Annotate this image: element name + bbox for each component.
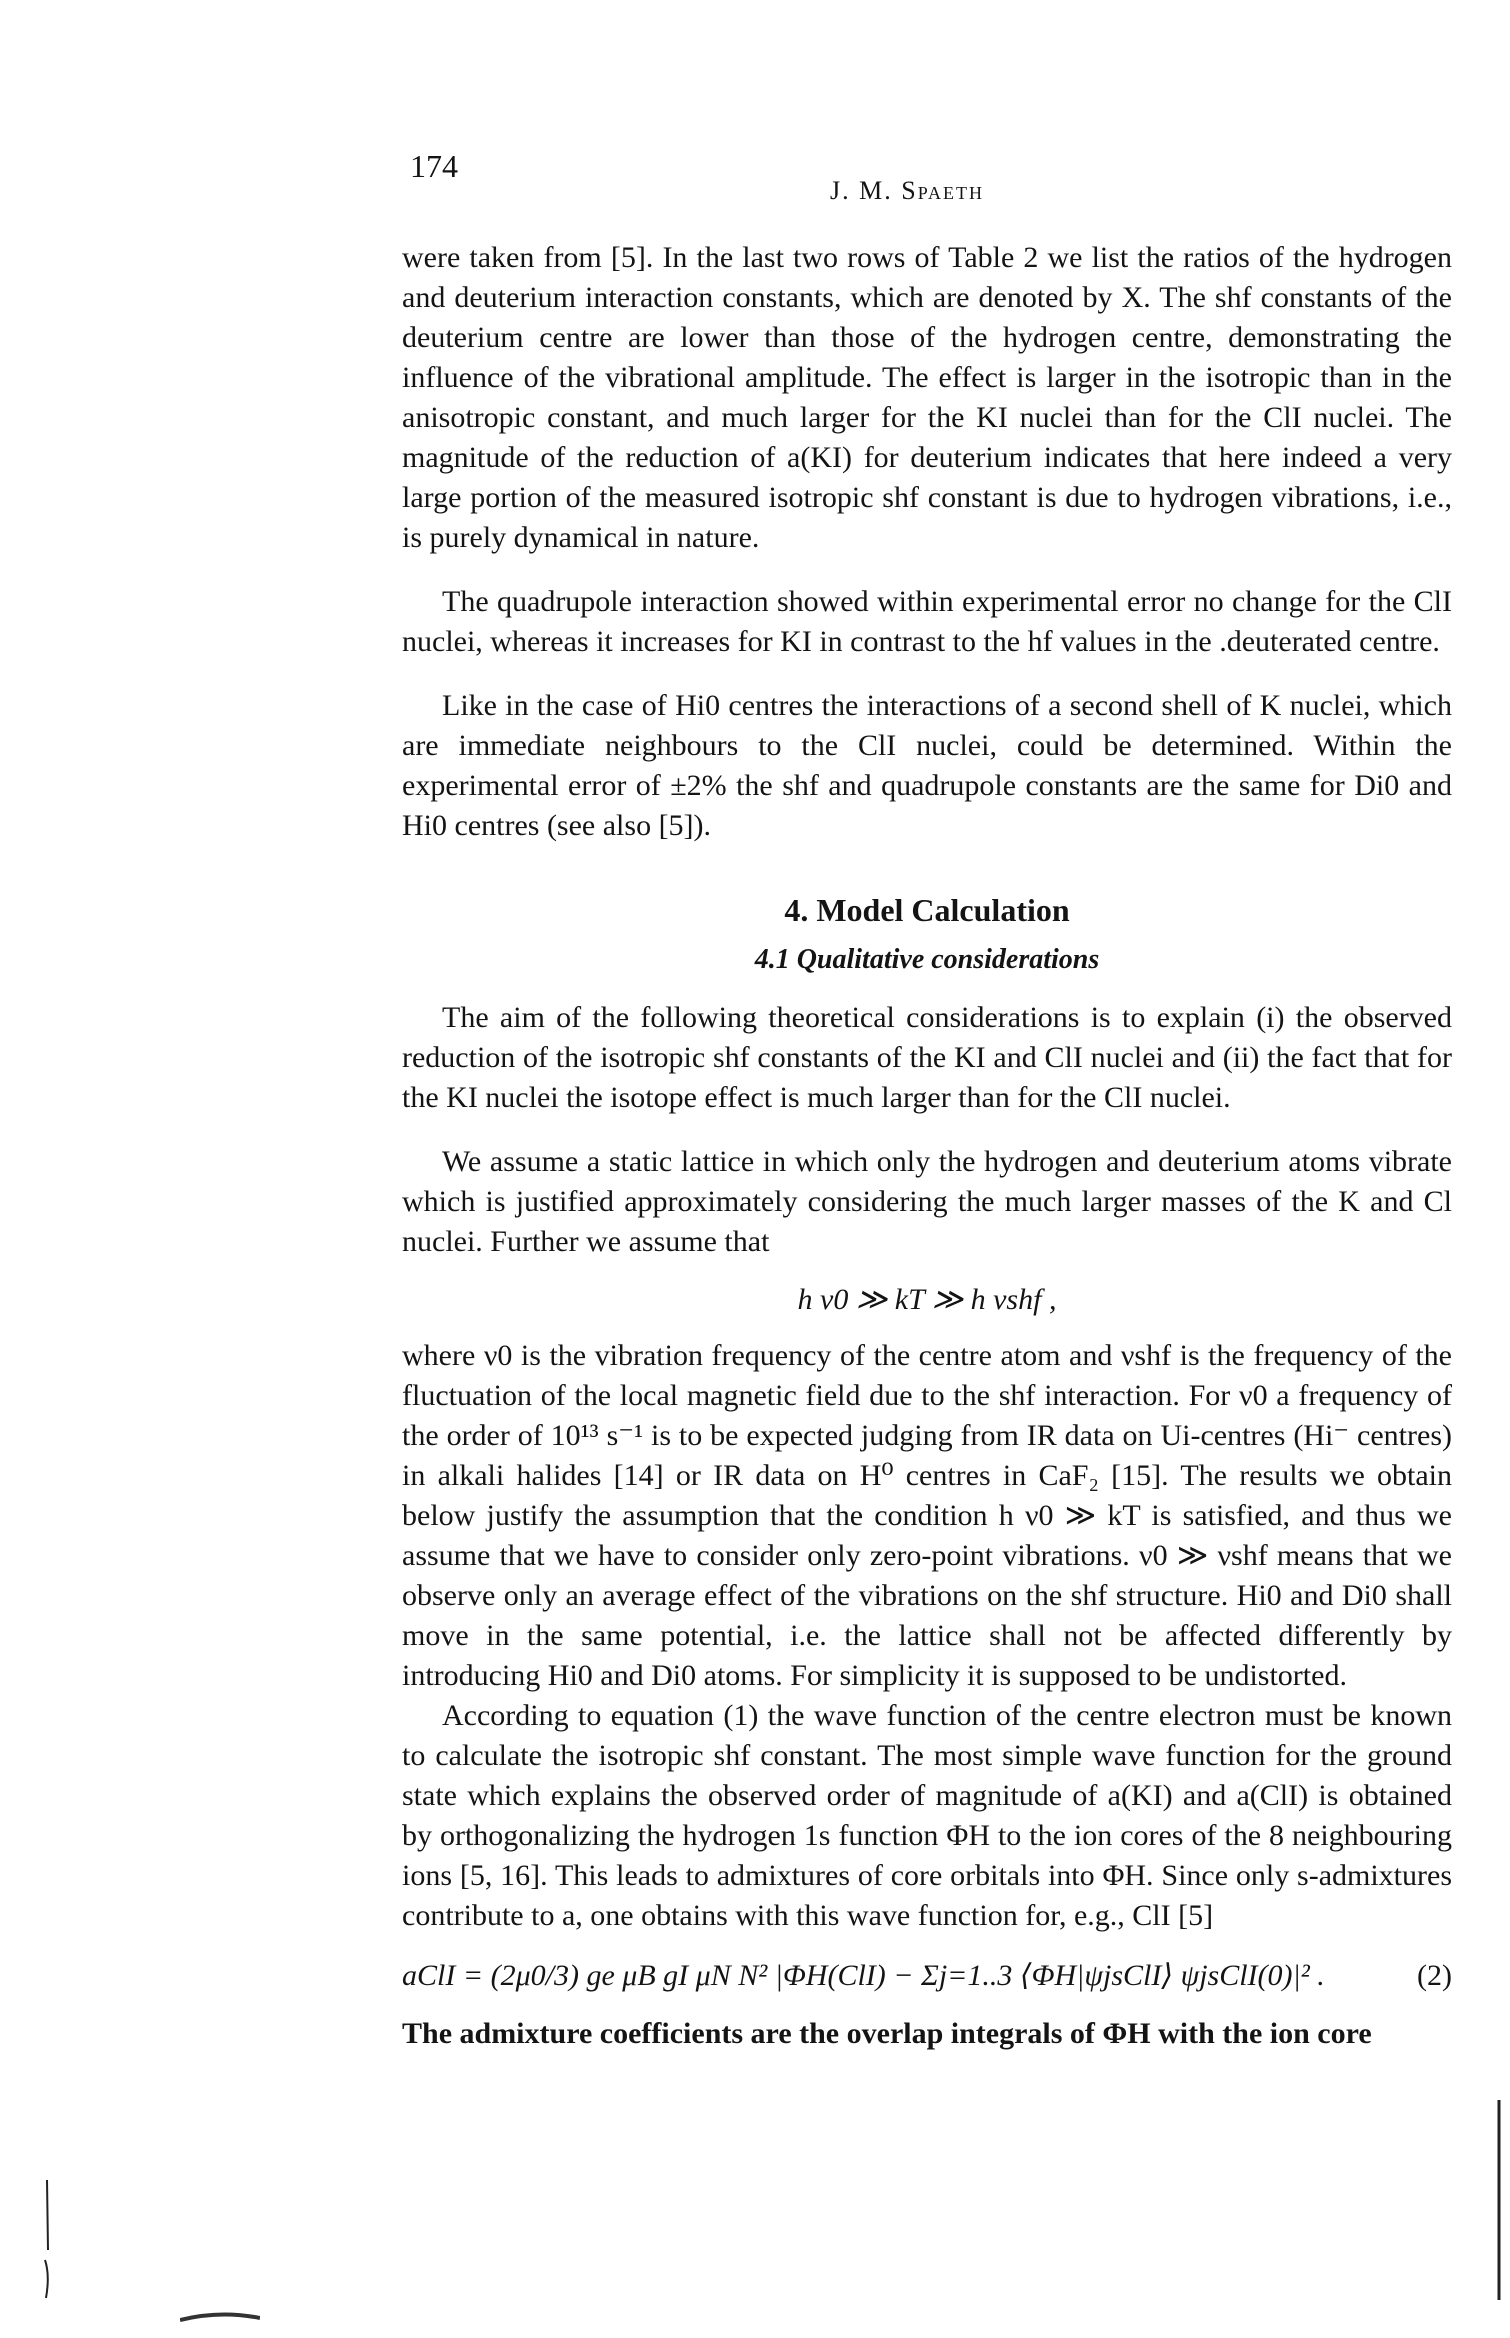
formula-frequency-condition: h ν0 ≫ kT ≫ h νshf , <box>797 1283 1057 1316</box>
paragraph-admixture-final-line: The admixture coefficients are the overlap integrals of ΦH with the ion core <box>402 2017 1372 2050</box>
running-header-author: J. M. Spaeth <box>830 176 985 205</box>
paragraph-quadrupole: The quadrupole interaction showed within experimental error no change for the ClI nuclei, whereas it increases for KI in contrast to the hf values in the .deuterated centre. <box>402 585 1452 658</box>
equation-2 <box>402 1956 1452 1996</box>
paragraph-table-ratios: were taken from [5]. In the last two rows of Table 2 we list the ratios of the hydrogen and deuterium interaction constants, which are denoted by X. The shf constants of the deuterium centre are lower than those of the hydrogen centre, demonstrating the influence of the vibrational amplitude. The effect is larger in the isotropic than in the anisotropic constant, and much larger for the KI nuclei than for the ClI nuclei. The magnitude of the reduction of a(KI) for deuterium indicates that here indeed a very large portion of the measured isotropic shf constant is due to hydrogen vibrations, i.e., is purely dynamical in nature. <box>402 241 1452 554</box>
paragraph-second-shell: Like in the case of Hi0 centres the interactions of a second shell of K nuclei, which are immediate neighbours to the ClI nuclei, could be determined. Within the experimental error of ±2% the shf and quadrupole constants are the same for Di0 and Hi0 centres (see also [5]). <box>402 689 1452 842</box>
margin-mark-right <box>1496 2100 1502 2300</box>
paragraph-aim: The aim of the following theoretical considerations is to explain (i) the observed reduction of the isotropic shf constants of the KI and ClI nuclei and (ii) the fact that for the KI nuclei the isotope effect is much larger than for the ClI nuclei. <box>402 1001 1452 1114</box>
paragraph-wave-function: According to equation (1) the wave function of the centre electron must be known to calculate the isotropic shf constant. The most simple wave function for the ground state which explains the observed order of magnitude of a(KI) and a(ClI) is obtained by orthogonalizing the hydrogen 1s function ΦH to the ion cores of the 8 neighbouring ions [5, 16]. This leads to admixtures of core orbitals into ΦH. Since only s-admixtures contribute to a, one obtains with this wave function for, e.g., ClI [5] <box>402 1699 1452 1932</box>
paragraph-vibration-frequency: where ν0 is the vibration frequency of the centre atom and νshf is the frequency of the fluctuation of the local magnetic field due to the shf interaction. For ν0 a frequency of the order of 10¹³ s⁻¹ is to be expected judging from IR data on Ui-centres (Hi⁻ centres) in alkali halides [14] or IR data on H⁰ centres in CaF₂ [15]. The results we obtain below justify the assumption that the condition h ν0 ≫ kT is satisfied, and thus we assume that we have to consider only zero-point vibrations. ν0 ≫ νshf means that we observe only an average effect of the vibrations on the shf structure. Hi0 and Di0 shall move in the same potential, i.e. the lattice shall not be affected differently by introducing Hi0 and Di0 atoms. For simplicity it is supposed to be undistorted. <box>402 1339 1452 1692</box>
page-number: 174 <box>410 148 458 184</box>
section-title: 4. Model Calculation <box>784 892 1070 928</box>
margin-mark-left <box>42 2180 52 2300</box>
subsection-title: 4.1 Qualitative considerations <box>754 944 1100 975</box>
margin-mark-bottom <box>180 2310 260 2322</box>
equation-2-number: (2) <box>1417 1959 1452 1992</box>
body-text <box>402 238 1452 2054</box>
paragraph-static-lattice: We assume a static lattice in which only the hydrogen and deuterium atoms vibrate which is justified approximately considering the much larger masses of the K and Cl nuclei. Further we assume that <box>402 1145 1452 1258</box>
equation-2-body: aClI = (2μ0/3) ge μB gI μN N² |ΦH(ClI) − Σj=1..3 ⟨ΦH|ψjsClI⟩ ψjsClI(0)|² . <box>402 1959 1325 1992</box>
